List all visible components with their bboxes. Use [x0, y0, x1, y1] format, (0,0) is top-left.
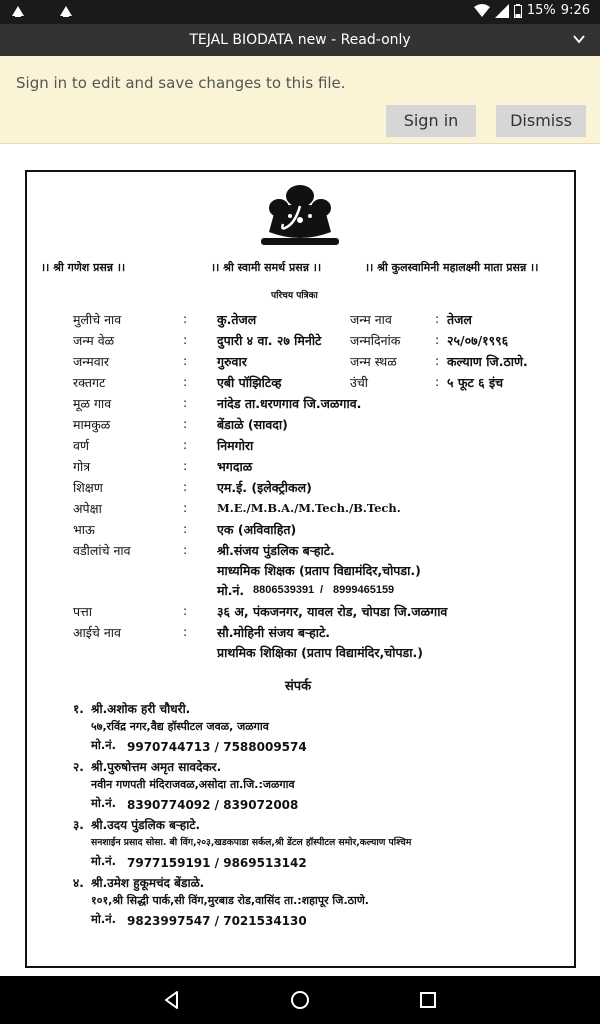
contact-address: ५७,रविंद्र नगर,वैद्य हॉस्पीटल जवळ, जळगाव — [91, 720, 269, 733]
contact-address: १०१,श्री सिद्धी पार्क,सी विंग,मुरबाड रोड,वासिंद ता.:शहापूर जि.ठाणे. — [91, 894, 369, 907]
maternal-value: बेंडाळे (सावदा) — [217, 417, 288, 432]
contact-name: श्री.पुरुषोत्तम अमृत सावदेकर. — [91, 760, 222, 774]
father-value: श्री.संजय पुंडलिक बऱ्हाटे. — [217, 543, 335, 558]
birth-time-label: जन्म वेळ — [73, 333, 115, 348]
colon: : — [183, 479, 188, 494]
colon: : — [183, 624, 188, 639]
chevron-down-icon[interactable] — [572, 32, 586, 46]
battery-level: 15% — [526, 3, 556, 18]
name-value: कु.तेजल — [217, 312, 257, 327]
father-phone-separator: / — [320, 584, 324, 596]
dob-label: जन्मदिनांक — [350, 333, 401, 348]
birth-name-value: तेजल — [447, 312, 472, 327]
mother-occupation: प्राथमिक शिक्षिका (प्रताप विद्यामंदिर,चोपडा.) — [217, 645, 423, 660]
document-page — [25, 170, 576, 968]
wifi-icon — [474, 4, 490, 18]
recents-icon[interactable] — [416, 988, 440, 1012]
colon: : — [183, 458, 188, 473]
expectation-label: अपेक्षा — [73, 501, 102, 516]
contact-phones: 7977159191 / 9869513142 — [127, 856, 307, 870]
contact-phone-label: मो.नं. — [91, 912, 116, 926]
maternal-label: मामकुळ — [73, 417, 111, 432]
brother-label: भाऊ — [73, 522, 95, 537]
address-label: पत्ता — [73, 604, 92, 619]
colon: : — [183, 542, 188, 557]
brother-value: एक (अविवाहित) — [217, 522, 297, 537]
notification-icon — [10, 3, 26, 19]
education-label: शिक्षण — [73, 480, 103, 495]
colon: : — [435, 332, 440, 347]
blessing-ganesh: ।। श्री गणेश प्रसन्न ।। — [41, 261, 126, 274]
birth-place-label: जन्म स्थळ — [350, 354, 397, 369]
birth-time-value: दुपारी ४ वा. २७ मिनीटे — [217, 333, 322, 348]
colon: : — [183, 500, 188, 515]
colon: : — [183, 603, 188, 618]
sign-in-banner — [0, 56, 600, 144]
notification-icon — [58, 3, 74, 19]
address-value: ३६ अ, पंकजनगर, यावल रोड, चोपडा जि.जळगाव — [217, 604, 448, 619]
dismiss-button[interactable]: Dismiss — [496, 105, 586, 137]
contact-phone-label: मो.नं. — [91, 796, 116, 810]
title-bar — [0, 24, 600, 56]
contact-phones: 8390774092 / 839072008 — [127, 798, 299, 812]
contact-phones: 9970744713 / 7588009574 — [127, 740, 307, 754]
father-occupation: माध्यमिक शिक्षक (प्रताप विद्यामंदिर,चोपडा.) — [217, 563, 421, 578]
colon: : — [435, 374, 440, 389]
father-phone-2: 8999465159 — [333, 584, 395, 596]
status-bar — [0, 0, 600, 24]
blessing-swami: ।। श्री स्वामी समर्थ प्रसन्न ।। — [211, 261, 322, 274]
complexion-label: वर्ण — [73, 438, 89, 453]
birth-name-label: जन्म नाव — [350, 312, 392, 327]
father-phone-label: मो.नं. — [217, 583, 245, 598]
birth-place-value: कल्याण जि.ठाणे. — [447, 354, 528, 369]
contact-number: १. — [73, 702, 84, 716]
contact-address: सनशाईन प्रसाद सोसा. बी विंग,२०३,खडकपाडा सर्कल,श्री डेंटल हॉस्पीटल समोर,कल्याण पश्चिम — [91, 837, 412, 848]
clock: 9:26 — [560, 3, 590, 18]
colon: : — [183, 353, 188, 368]
gotra-label: गोत्र — [73, 459, 91, 474]
blood-group-value: एबी पॉझिटिव्ह — [217, 375, 282, 390]
blessing-kulswamini: ।। श्री कुलस्वामिनी महालक्ष्मी माता प्रसन्न ।। — [365, 261, 539, 274]
back-icon[interactable] — [160, 988, 184, 1012]
dob-value: २५/०७/१९९६ — [447, 333, 509, 348]
contact-number: २. — [73, 760, 84, 774]
colon: : — [435, 311, 440, 326]
colon: : — [435, 353, 440, 368]
navigation-bar — [0, 976, 600, 1024]
colon: : — [183, 311, 188, 326]
ganesha-logo — [255, 180, 345, 248]
status-right — [474, 3, 590, 18]
contact-number: ३. — [73, 818, 84, 832]
father-phone-1: 8806539391 — [253, 584, 315, 596]
gotra-value: भगदाळ — [217, 459, 253, 474]
expectation-value: M.E./M.B.A./M.Tech./B.Tech. — [217, 501, 401, 515]
colon: : — [183, 437, 188, 452]
native-value: नांदेड ता.धरणगाव जि.जळगाव. — [217, 396, 362, 411]
document-viewport[interactable] — [0, 145, 600, 975]
contact-number: ४. — [73, 876, 84, 890]
education-value: एम.ई. (इलेक्ट्रीकल) — [217, 480, 312, 495]
mother-label: आईचे नाव — [73, 625, 121, 640]
sign-in-button[interactable]: Sign in — [386, 105, 476, 137]
birth-day-value: गुरुवार — [217, 354, 247, 369]
name-label: मुलीचे नाव — [73, 312, 122, 327]
battery-icon — [514, 4, 522, 18]
height-value: ५ फूट ६ इंच — [447, 375, 504, 390]
colon: : — [183, 374, 188, 389]
banner-message: Sign in to edit and save changes to this file. — [16, 74, 346, 92]
contact-address: नवीन गणपती मंदिराजवळ,असोदा ता.जि.:जळगाव — [91, 778, 295, 791]
colon: : — [183, 332, 188, 347]
colon: : — [183, 395, 188, 410]
intro-heading: परिचय पत्रिका — [271, 291, 318, 301]
contact-phone-label: मो.नं. — [91, 854, 116, 868]
mother-value: सौ.मोहिनी संजय बऱ्हाटे. — [217, 625, 331, 640]
signal-icon — [495, 4, 509, 18]
blood-group-label: रक्तगट — [73, 375, 106, 390]
contact-name: श्री.उदय पुंडलिक बऱ्हाटे. — [91, 818, 201, 832]
complexion-value: निमगोरा — [217, 438, 254, 453]
contact-name: श्री.अशोक हरी चौधरी. — [91, 702, 191, 716]
contacts-title: संपर्क — [285, 679, 312, 694]
colon: : — [183, 521, 188, 536]
contact-phones: 9823997547 / 7021534130 — [127, 914, 307, 928]
contact-phone-label: मो.नं. — [91, 738, 116, 752]
colon: : — [183, 416, 188, 431]
document-title: TEJAL BIODATA new - Read-only — [189, 32, 411, 48]
birth-day-label: जन्मवार — [73, 354, 110, 369]
contact-name: श्री.उमेश हुकूमचंद बेंडाळे. — [91, 876, 205, 890]
father-label: वडीलांचे नाव — [73, 543, 131, 558]
home-icon[interactable] — [288, 988, 312, 1012]
native-label: मूळ गाव — [73, 396, 112, 411]
height-label: उंची — [350, 375, 369, 390]
